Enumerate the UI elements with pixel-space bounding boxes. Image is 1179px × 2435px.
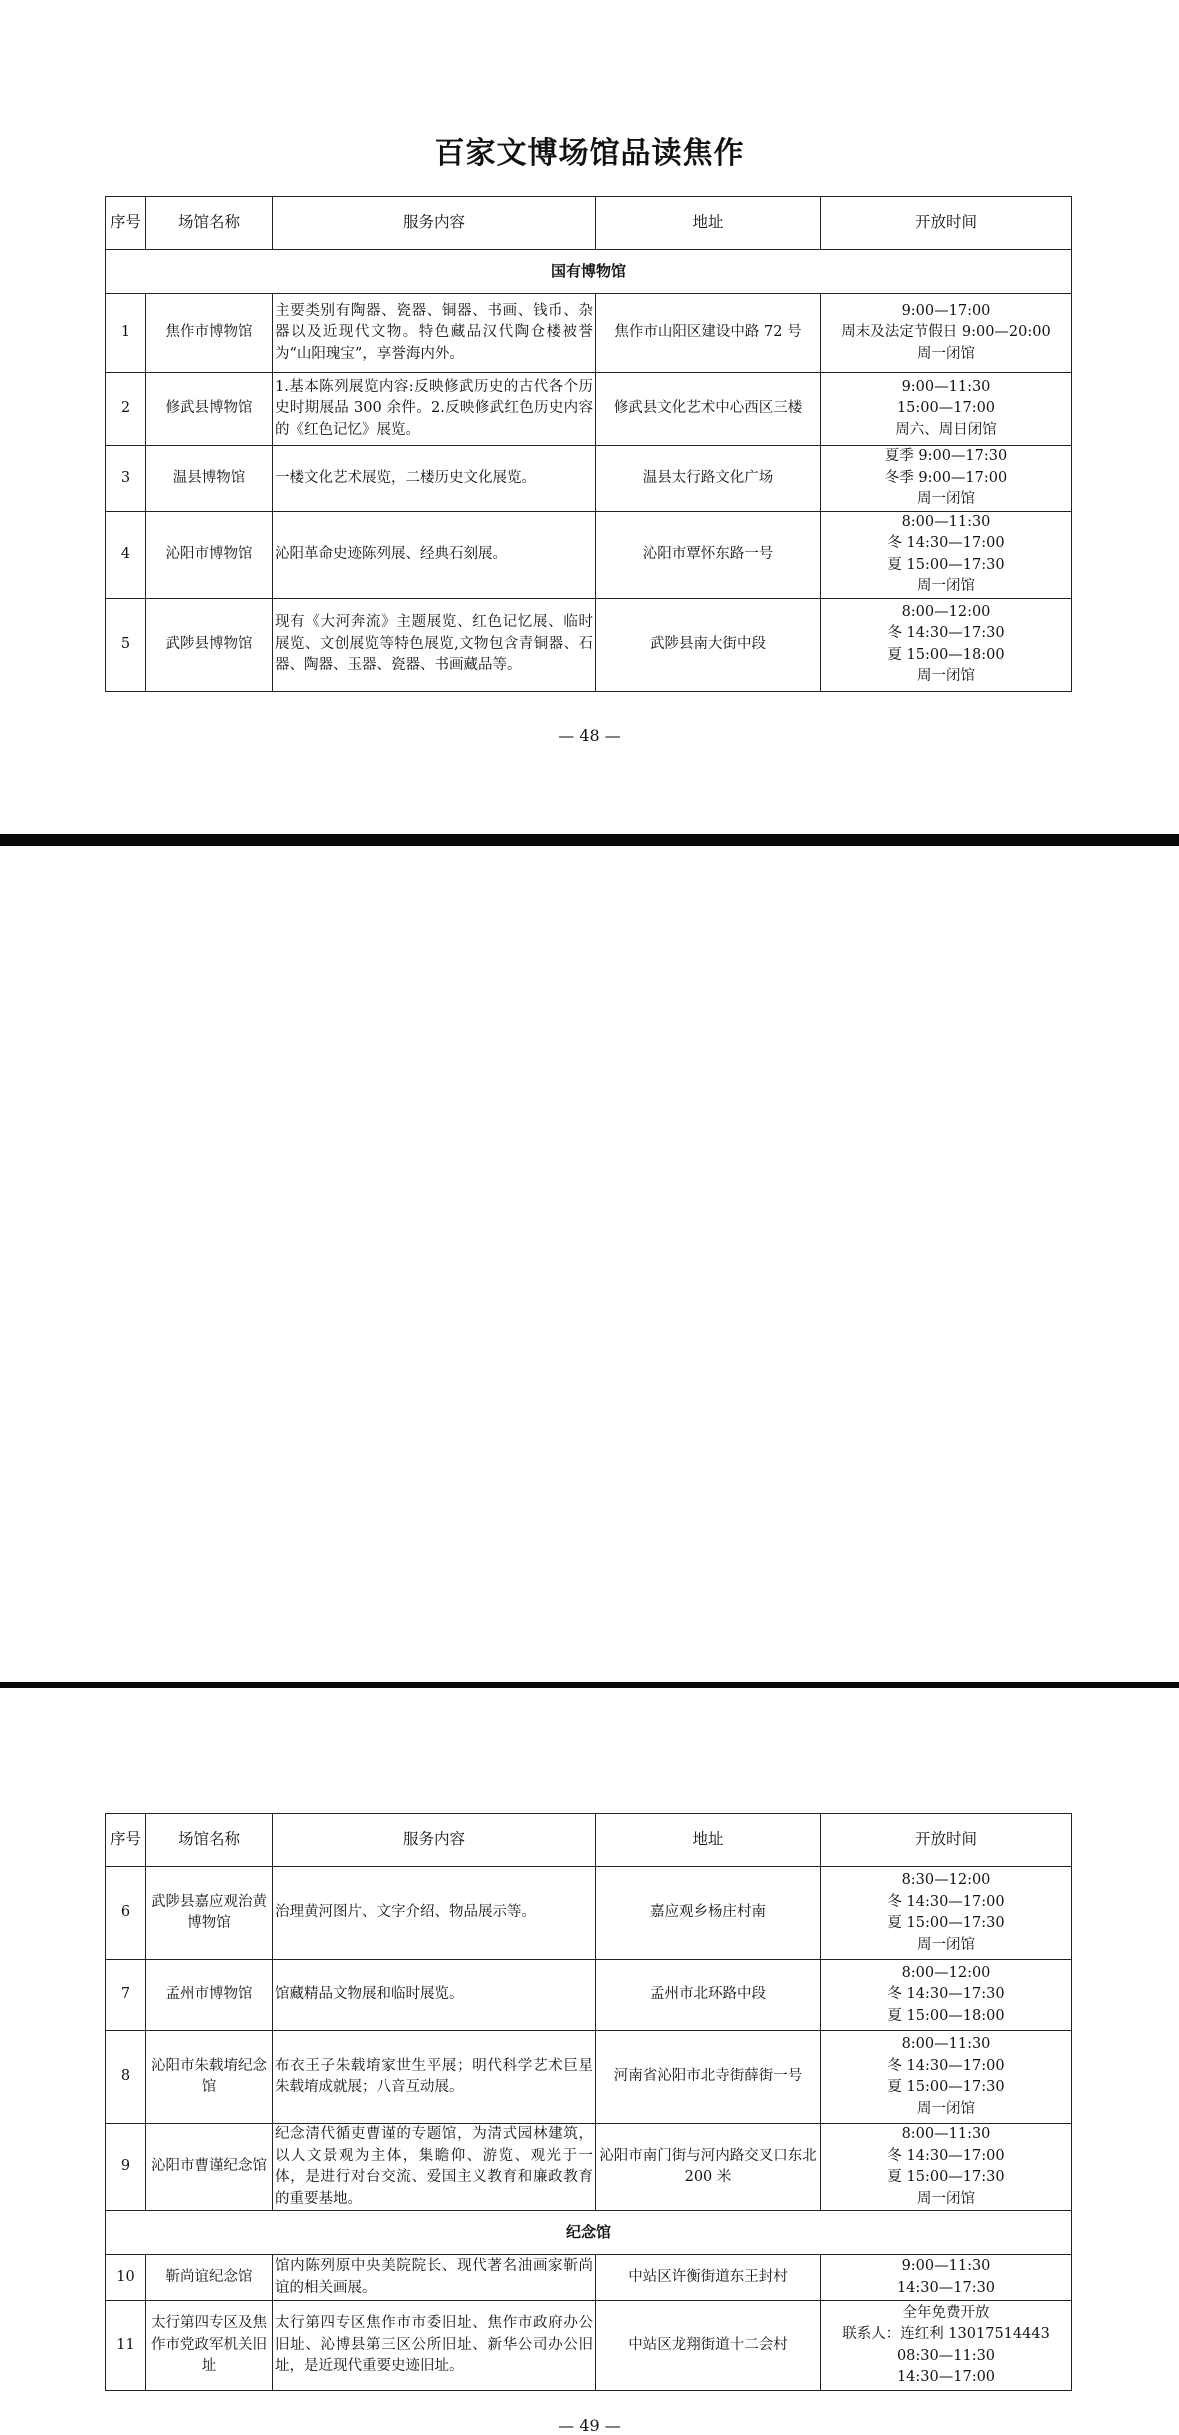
hours-line: 周一闭馆 (917, 345, 975, 362)
table-row (106, 446, 1072, 512)
hours-line: 9:00—11:30 (901, 2258, 991, 2274)
table-row (106, 2255, 1072, 2301)
hours-line: 周一闭馆 (917, 491, 975, 507)
venue-name: 沁阳市朱载堉纪念馆 (146, 2031, 273, 2124)
page-separator (0, 834, 1179, 846)
service-content (273, 294, 596, 373)
table-header-row (106, 1814, 1072, 1867)
hours-line: 夏 15:00—17:30 (887, 1915, 1005, 1931)
section-memorials: 纪念馆 (106, 2211, 1072, 2255)
address: 河南省沁阳市北寺街薛街一号 (596, 2031, 821, 2124)
page-number: — 49 — (558, 2416, 621, 2435)
service-content (273, 446, 596, 512)
hours-line: 冬 14:30—17:00 (887, 2057, 1005, 2074)
table-row (106, 511, 1072, 598)
service-text: 治理黄河图片、文字介绍、物品展示等。 (275, 1904, 536, 1921)
row-number: 2 (106, 373, 146, 446)
service-content (273, 1960, 596, 2031)
service-content (273, 2124, 596, 2211)
hours-line: 冬 14:30—17:00 (887, 2147, 1005, 2164)
hours-line: 周一闭馆 (917, 1936, 975, 1953)
document-title: 百家文博场馆品读焦作 (434, 136, 745, 171)
document-page-48 (0, 0, 1179, 834)
page-number: — 48 — (558, 726, 621, 745)
table-row (106, 373, 1072, 446)
opening-hours (821, 1867, 1072, 1960)
row-number: 7 (106, 1960, 146, 2031)
section-state-museums: 国有博物馆 (106, 250, 1072, 294)
venue-name: 武陟县嘉应观治黄博物馆 (146, 1867, 273, 1960)
col-header-address: 地址 (596, 1814, 821, 1867)
venue-name: 温县博物馆 (146, 446, 273, 512)
hours-line: 夏 15:00—17:30 (887, 556, 1005, 573)
opening-hours (821, 598, 1072, 691)
museum-table-page-49 (105, 1813, 1072, 2391)
document-page-49 (0, 846, 1179, 2435)
hours-line: 冬 14:30—17:00 (887, 1893, 1005, 1910)
venue-name: 沁阳市博物馆 (146, 511, 273, 598)
hours-line: 冬季 9:00—17:00 (884, 469, 1008, 486)
opening-hours (821, 1960, 1072, 2031)
col-header-hours: 开放时间 (821, 197, 1072, 250)
address: 武陟县南大街中段 (596, 598, 821, 691)
service-text: 馆藏精品文物展和临时展览。 (275, 1986, 464, 2003)
hours-line: 9:00—11:30 (901, 378, 991, 395)
service-text: 主要类别有陶器、瓷器、铜器、书画、钱币、杂器以及近现代文物。特色藏品汉代陶仓楼被誉为“山阳瑰宝”，享誉海内外。 (275, 302, 593, 362)
col-header-address: 地址 (596, 197, 821, 250)
service-content (273, 598, 596, 691)
venue-name: 武陟县博物馆 (146, 598, 273, 691)
row-number: 8 (106, 2031, 146, 2124)
opening-hours (821, 511, 1072, 598)
hours-line: 8:00—12:00 (901, 1964, 991, 1981)
row-number: 11 (106, 2301, 146, 2391)
section-row (106, 250, 1072, 294)
service-content (273, 2301, 596, 2391)
address: 沁阳市南门街与河内路交叉口东北 200 米 (596, 2124, 821, 2211)
col-header-number: 序号 (106, 197, 146, 250)
table-row (106, 2031, 1072, 2124)
opening-hours (821, 373, 1072, 446)
address: 中站区龙翔街道十二会村 (596, 2301, 821, 2391)
service-text: 1.基本陈列展览内容:反映修武历史的古代各个历史时期展品 300 余件。2.反映修武红色历史内容的《红色记忆》展览。 (275, 378, 593, 438)
address: 嘉应观乡杨庄村南 (596, 1867, 821, 1960)
table-row (106, 598, 1072, 691)
row-number: 3 (106, 446, 146, 512)
table-row (106, 2124, 1072, 2211)
section-row (106, 2211, 1072, 2255)
table-body-page-49 (106, 1867, 1072, 2211)
hours-line: 冬 14:30—17:30 (887, 1986, 1005, 2003)
col-header-service: 服务内容 (273, 197, 596, 250)
address: 沁阳市覃怀东路一号 (596, 511, 821, 598)
col-header-hours: 开放时间 (821, 1814, 1072, 1867)
address: 孟州市北环路中段 (596, 1960, 821, 2031)
table-header-row (106, 197, 1072, 250)
hours-line: 8:00—11:30 (901, 513, 991, 530)
address: 中站区许衡街道东王封村 (596, 2255, 821, 2301)
opening-hours (821, 294, 1072, 373)
hours-line: 8:30—12:00 (901, 1872, 991, 1888)
col-header-venue-name: 场馆名称 (146, 197, 273, 250)
opening-hours (821, 2255, 1072, 2301)
service-text: 纪念清代循吏曹谨的专题馆，为清式园林建筑，以人文景观为主体，集瞻仰、游览、观光于一体，是进行对台交流、爱国主义教育和廉政教育的重要基地。 (275, 2126, 593, 2207)
service-content (273, 373, 596, 446)
hours-line: 15:00—17:00 (896, 400, 996, 417)
venue-name: 沁阳市曹谨纪念馆 (146, 2124, 273, 2211)
hours-line: 周一闭馆 (917, 2190, 975, 2207)
table-row (106, 2301, 1072, 2391)
hours-line: 周一闭馆 (917, 2100, 975, 2117)
venue-name: 太行第四专区及焦作市党政军机关旧址 (146, 2301, 273, 2391)
hours-line: 冬 14:30—17:30 (887, 625, 1005, 641)
hours-line: 夏 15:00—18:00 (887, 646, 1005, 663)
hours-line: 8:00—11:30 (901, 2036, 991, 2052)
hours-line: 联系人：连红利 13017514443 (842, 2326, 1050, 2342)
table-row (106, 1867, 1072, 1960)
service-content (273, 511, 596, 598)
table-row (106, 294, 1072, 373)
service-text: 太行第四专区焦作市市委旧址、焦作市政府办公旧址、沁博县第三区公所旧址、新华公司办公旧址，是近现代重要史迹旧址。 (275, 2315, 593, 2375)
col-header-number: 序号 (106, 1814, 146, 1867)
hours-line: 夏季 9:00—17:30 (884, 448, 1008, 464)
hours-line: 全年免费开放 (902, 2304, 990, 2321)
col-header-venue-name: 场馆名称 (146, 1814, 273, 1867)
venue-name: 修武县博物馆 (146, 373, 273, 446)
service-text: 馆内陈列原中央美院院长、现代著名油画家靳尚谊的相关画展。 (275, 2258, 593, 2296)
col-header-service: 服务内容 (273, 1814, 596, 1867)
table-row (106, 1960, 1072, 2031)
address: 修武县文化艺术中心西区三楼 (596, 373, 821, 446)
service-text: 沁阳革命史迹陈列展、经典石刻展。 (275, 545, 507, 562)
hours-line: 周末及法定节假日 9:00—20:00 (841, 324, 1051, 341)
hours-line: 08:30—11:30 (896, 2347, 996, 2364)
venue-name: 焦作市博物馆 (146, 294, 273, 373)
service-content (273, 2255, 596, 2301)
table-body-page-48 (106, 294, 1072, 692)
service-text: 一楼文化艺术展览，二楼历史文化展览。 (275, 469, 536, 486)
venue-name: 孟州市博物馆 (146, 1960, 273, 2031)
opening-hours (821, 446, 1072, 512)
hours-line: 8:00—12:00 (901, 603, 991, 620)
hours-line: 9:00—17:00 (901, 302, 991, 319)
hours-line: 14:30—17:00 (896, 2369, 996, 2385)
opening-hours (821, 2301, 1072, 2391)
hours-line: 夏 15:00—17:30 (887, 2079, 1005, 2095)
row-number: 1 (106, 294, 146, 373)
hours-line: 周六、周日闭馆 (895, 421, 997, 438)
service-text: 布衣王子朱载堉家世生平展；明代科学艺术巨星朱载堉成就展；八音互动展。 (275, 2057, 593, 2095)
hours-line: 周一闭馆 (917, 578, 975, 594)
page-separator (0, 1682, 1179, 1688)
row-number: 4 (106, 511, 146, 598)
address: 温县太行路文化广场 (596, 446, 821, 512)
service-content (273, 2031, 596, 2124)
hours-line: 夏 15:00—18:00 (887, 2007, 1005, 2024)
row-number: 9 (106, 2124, 146, 2211)
row-number: 10 (106, 2255, 146, 2301)
hours-line: 14:30—17:30 (896, 2279, 996, 2296)
opening-hours (821, 2031, 1072, 2124)
hours-line: 8:00—11:30 (901, 2126, 991, 2142)
service-text: 现有《大河奔流》主题展览、红色记忆展、临时展览、文创展览等特色展览,文物包含青铜器、石器、陶器、玉器、瓷器、书画藏品等。 (275, 614, 593, 674)
museum-table-page-48 (105, 196, 1072, 692)
row-number: 6 (106, 1867, 146, 1960)
hours-line: 周一闭馆 (917, 668, 975, 684)
venue-name: 靳尚谊纪念馆 (146, 2255, 273, 2301)
table-body-memorials (106, 2255, 1072, 2391)
row-number: 5 (106, 598, 146, 691)
service-content (273, 1867, 596, 1960)
hours-line: 夏 15:00—17:30 (887, 2169, 1005, 2185)
opening-hours (821, 2124, 1072, 2211)
address: 焦作市山阳区建设中路 72 号 (596, 294, 821, 373)
hours-line: 冬 14:30—17:00 (887, 535, 1005, 551)
